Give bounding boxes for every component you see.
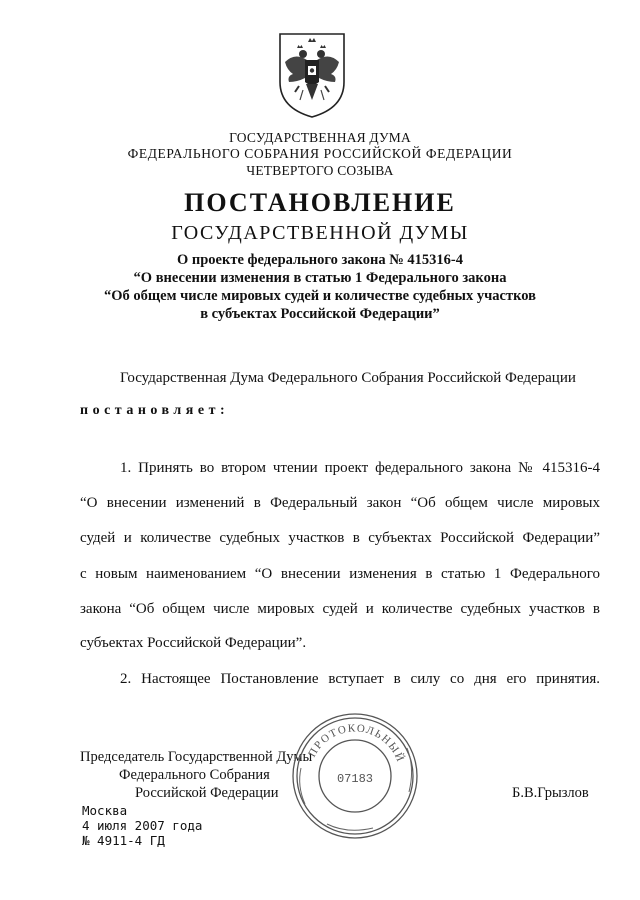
stamp-arc-text: ПРОТОКОЛЬНЫЙ xyxy=(306,722,407,765)
paragraph-1-line: субъектах Российской Федерации”. xyxy=(80,635,307,651)
paragraph-1-line: 1. Принять во втором чтении проект федерального закона № 415316-4 xyxy=(120,460,600,476)
bill-title-line-1: О проекте федерального закона № 415316-4 xyxy=(176,252,464,268)
signature-position-line-1: Председатель Государственной Думы xyxy=(80,749,313,765)
bill-title-line-3: “Об общем числе мировых судей и количестве судебных участков xyxy=(104,288,536,304)
header-line-convocation: ЧЕТВЕРТОГО СОЗЫВА xyxy=(246,163,394,178)
footer-date: 4 июля 2007 года xyxy=(82,818,203,833)
paragraph-2: 2. Настоящее Постановление вступает в силу со дня его принятия. xyxy=(120,671,600,687)
stamp-number: 07183 xyxy=(336,772,374,786)
paragraph-1-line: с новым наименованием “О внесении изменения в статью 1 Федерального xyxy=(80,566,600,582)
document-subtitle: ГОСУДАРСТВЕННОЙ ДУМЫ xyxy=(171,222,469,244)
resolves-word: постановляет: xyxy=(80,403,230,418)
document-title: ПОСТАНОВЛЕНИЕ xyxy=(184,188,456,217)
coat-of-arms-icon xyxy=(277,30,347,120)
preamble-text: Государственная Дума Федерального Собрания Российской Федерации xyxy=(120,370,576,386)
official-stamp-icon xyxy=(287,708,423,844)
paragraph-1-line: судей и количестве судебных участков в субъектах Российской Федерации” xyxy=(80,530,600,546)
header-line-federal-assembly: ФЕДЕРАЛЬНОГО СОБРАНИЯ РОССИЙСКОЙ ФЕДЕРАЦИИ xyxy=(127,146,513,161)
paragraph-1-line: “О внесении изменений в Федеральный закон “Об общем числе мировых xyxy=(80,495,600,511)
header-line-duma: ГОСУДАРСТВЕННАЯ ДУМА xyxy=(229,130,411,145)
signature-position-line-2: Федерального Собрания xyxy=(119,767,270,783)
signer-name: Б.В.Грызлов xyxy=(512,785,589,801)
footer-city: Москва xyxy=(82,803,128,818)
bill-title-line-2: “О внесении изменения в статью 1 Федерального закона xyxy=(133,270,507,286)
bill-title-line-4: в субъектах Российской Федерации” xyxy=(200,306,440,322)
signature-position-line-3: Российской Федерации xyxy=(135,785,279,801)
paragraph-1-line: закона “Об общем числе мировых судей и количестве судебных участков в xyxy=(80,601,600,617)
footer-number: № 4911-4 ГД xyxy=(82,833,165,848)
